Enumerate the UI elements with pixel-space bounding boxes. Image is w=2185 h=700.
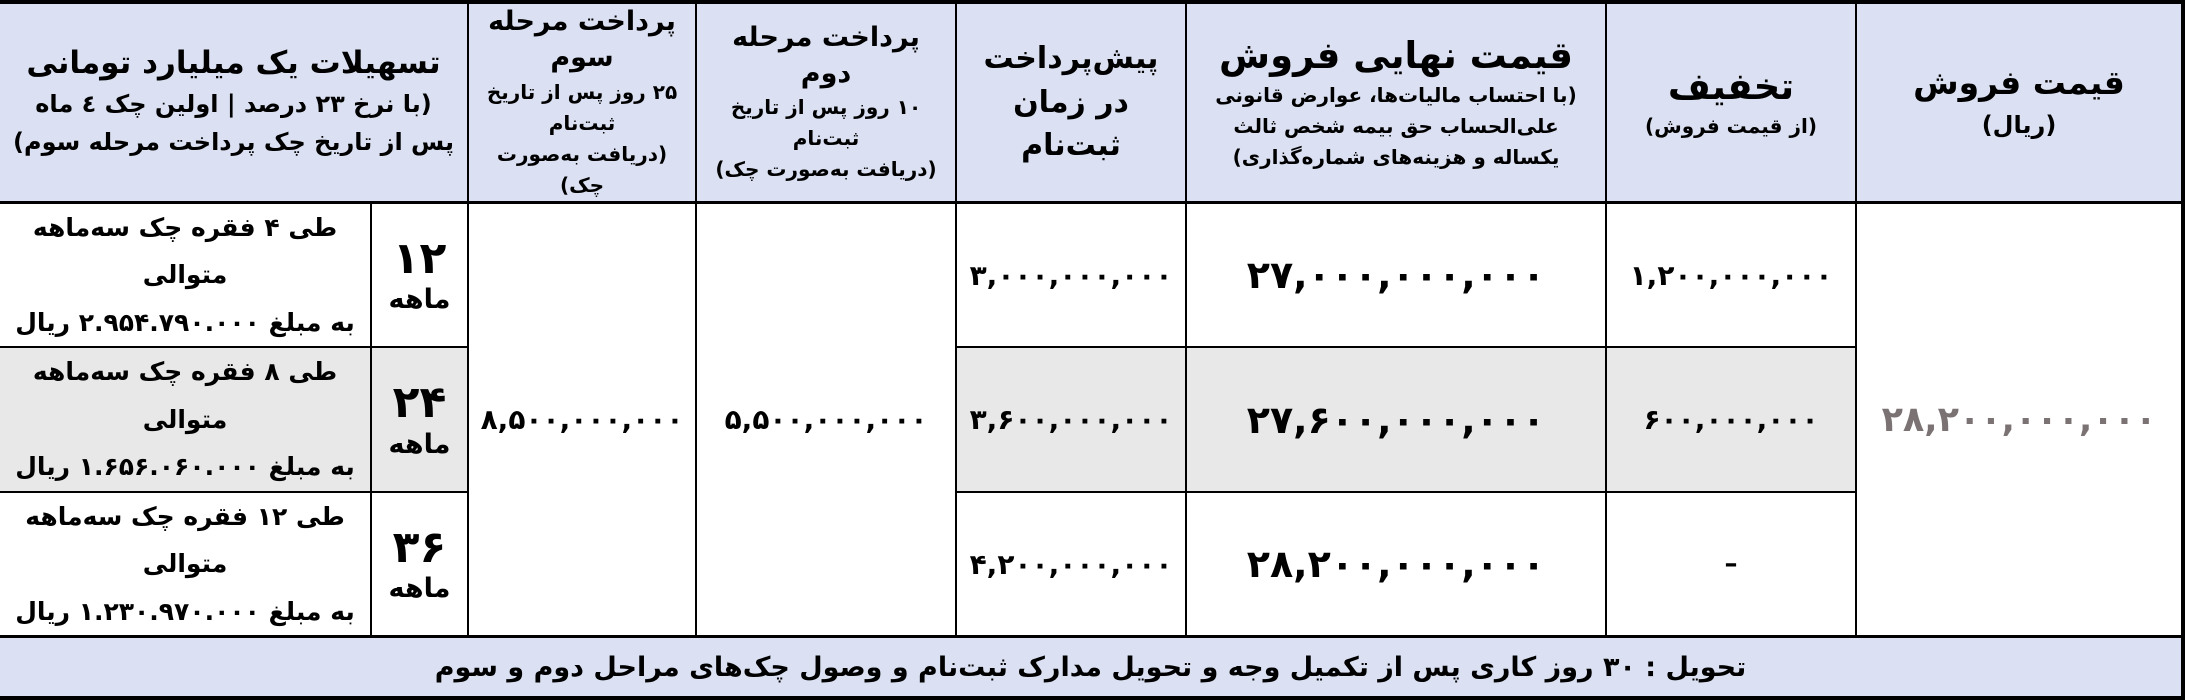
prepayment-title: پیش‌پرداخت <box>983 41 1159 77</box>
table-row-36-months <box>0 492 2183 637</box>
sale-price-subtitle: (ریال) <box>1981 110 2057 139</box>
stage3-value-cell <box>468 202 696 637</box>
table-header <box>0 2 2183 202</box>
sale-price-value-cell <box>1856 202 2183 637</box>
facility-description-cell <box>0 492 371 637</box>
header-stage3-payment <box>468 2 696 202</box>
header-final-price <box>1186 2 1606 202</box>
final-price-subtitle-3: یکساله و هزینه‌های شماره‌گذاری) <box>1232 144 1560 169</box>
prepayment-title-line2: در زمان ثبت‌نام <box>1013 84 1129 164</box>
stage3-note: (دریافت به‌صورت چک) <box>496 141 668 197</box>
months-number: ۲۴ <box>392 377 447 429</box>
months-number: ۱۲ <box>392 232 447 284</box>
facility-description-cell <box>0 347 371 492</box>
discount-value-cell <box>1606 347 1856 492</box>
stage2-title: پرداخت مرحله دوم <box>732 21 920 89</box>
facility-line-2: به مبلغ ۲.۹۵۴.۷۹۰.۰۰۰ ریال <box>15 307 355 337</box>
header-stage2-payment <box>696 2 956 202</box>
facilities-subtitle-1: (با نرخ ۲۳ درصد | اولین چک ٤ ماه <box>35 89 432 118</box>
sale-price-title: قیمت فروش <box>1913 62 2125 102</box>
discount-value: ۶۰۰,۰۰۰,۰۰۰ <box>1643 403 1819 437</box>
discount-value: ۱,۲۰۰,۰۰۰,۰۰۰ <box>1629 258 1833 292</box>
final-price-value-cell <box>1186 492 1606 637</box>
stage3-value: ۸,۵۰۰,۰۰۰,۰۰۰ <box>480 403 684 437</box>
facility-line-2: به مبلغ ۱.۶۵۶.۰۶۰.۰۰۰ ریال <box>15 452 355 482</box>
months-label: ماهه <box>388 573 451 605</box>
final-price-value-cell <box>1186 202 1606 347</box>
facilities-title: تسهیلات یک میلیارد تومانی <box>26 45 441 82</box>
facility-line-1: طی ۴ فقره چک سه‌ماهه متوالی <box>32 212 338 290</box>
stage3-title: پرداخت مرحله سوم <box>488 6 676 74</box>
final-price-value-cell <box>1186 347 1606 492</box>
stage3-subtitle: ۲۵ روز پس از تاریخ ثبت‌نام <box>486 79 678 135</box>
discount-value-cell <box>1606 492 1856 637</box>
months-number: ۳۶ <box>392 521 447 573</box>
header-discount <box>1606 2 1856 202</box>
stage2-note: (دریافت به‌صورت چک) <box>715 157 937 182</box>
stage2-value: ۵,۵۰۰,۰۰۰,۰۰۰ <box>724 403 928 437</box>
stage2-value-cell <box>696 202 956 637</box>
prepayment-value-cell <box>956 347 1186 492</box>
final-price-subtitle-1: (با احتساب مالیات‌ها، عوارض قانونی <box>1215 82 1577 107</box>
prepayment-value: ۳,۰۰۰,۰۰۰,۰۰۰ <box>969 258 1173 292</box>
final-price-value: ۲۷,۶۰۰,۰۰۰,۰۰۰ <box>1246 397 1546 442</box>
facility-line-2: به مبلغ ۱.۲۳۰.۹۷۰.۰۰۰ ریال <box>15 596 355 626</box>
header-prepayment <box>956 2 1186 202</box>
stage2-subtitle: ۱۰ روز پس از تاریخ ثبت‌نام <box>730 95 922 151</box>
table-row-12-months <box>0 202 2183 347</box>
final-price-title: قیمت نهایی فروش <box>1219 33 1573 77</box>
months-label: ماهه <box>388 284 451 316</box>
discount-title: تخفیف <box>1667 64 1795 108</box>
facility-line-1: طی ۸ فقره چک سه‌ماهه متوالی <box>32 357 338 434</box>
months-cell <box>371 347 468 492</box>
facilities-subtitle-2: پس از تاریخ چک پرداخت مرحله سوم) <box>13 128 454 157</box>
sale-price-value: ۲۸,۲۰۰,۰۰۰,۰۰۰ <box>1881 399 2157 440</box>
months-cell <box>371 202 468 347</box>
prepayment-value-cell <box>956 202 1186 347</box>
delivery-note-cell <box>0 637 2183 699</box>
final-price-value: ۲۷,۰۰۰,۰۰۰,۰۰۰ <box>1246 253 1546 298</box>
header-facilities <box>0 2 468 202</box>
table-footer <box>0 637 2183 699</box>
months-cell <box>371 492 468 637</box>
discount-value-cell <box>1606 202 1856 347</box>
table-row-24-months <box>0 347 2183 492</box>
discount-value: – <box>1724 549 1738 580</box>
facility-description-cell <box>0 202 371 347</box>
prepayment-value: ۴,۲۰۰,۰۰۰,۰۰۰ <box>969 547 1173 581</box>
discount-subtitle: (از قیمت فروش) <box>1645 113 1817 138</box>
prepayment-value: ۳,۶۰۰,۰۰۰,۰۰۰ <box>969 403 1173 437</box>
months-label: ماهه <box>388 428 451 460</box>
final-price-subtitle-2: علی‌الحساب حق بیمه شخص ثالث <box>1233 113 1559 138</box>
header-sale-price <box>1856 2 2183 202</box>
delivery-note: تحویل : ۳۰ روز کاری پس از تکمیل وجه و تحویل مدارک ثبت‌نام و وصول چک‌های مراحل دوم و سوم <box>434 651 1747 683</box>
prepayment-value-cell <box>956 492 1186 637</box>
final-price-value: ۲۸,۲۰۰,۰۰۰,۰۰۰ <box>1246 542 1546 587</box>
facility-line-1: طی ۱۲ فقره چک سه‌ماهه متوالی <box>25 501 345 579</box>
